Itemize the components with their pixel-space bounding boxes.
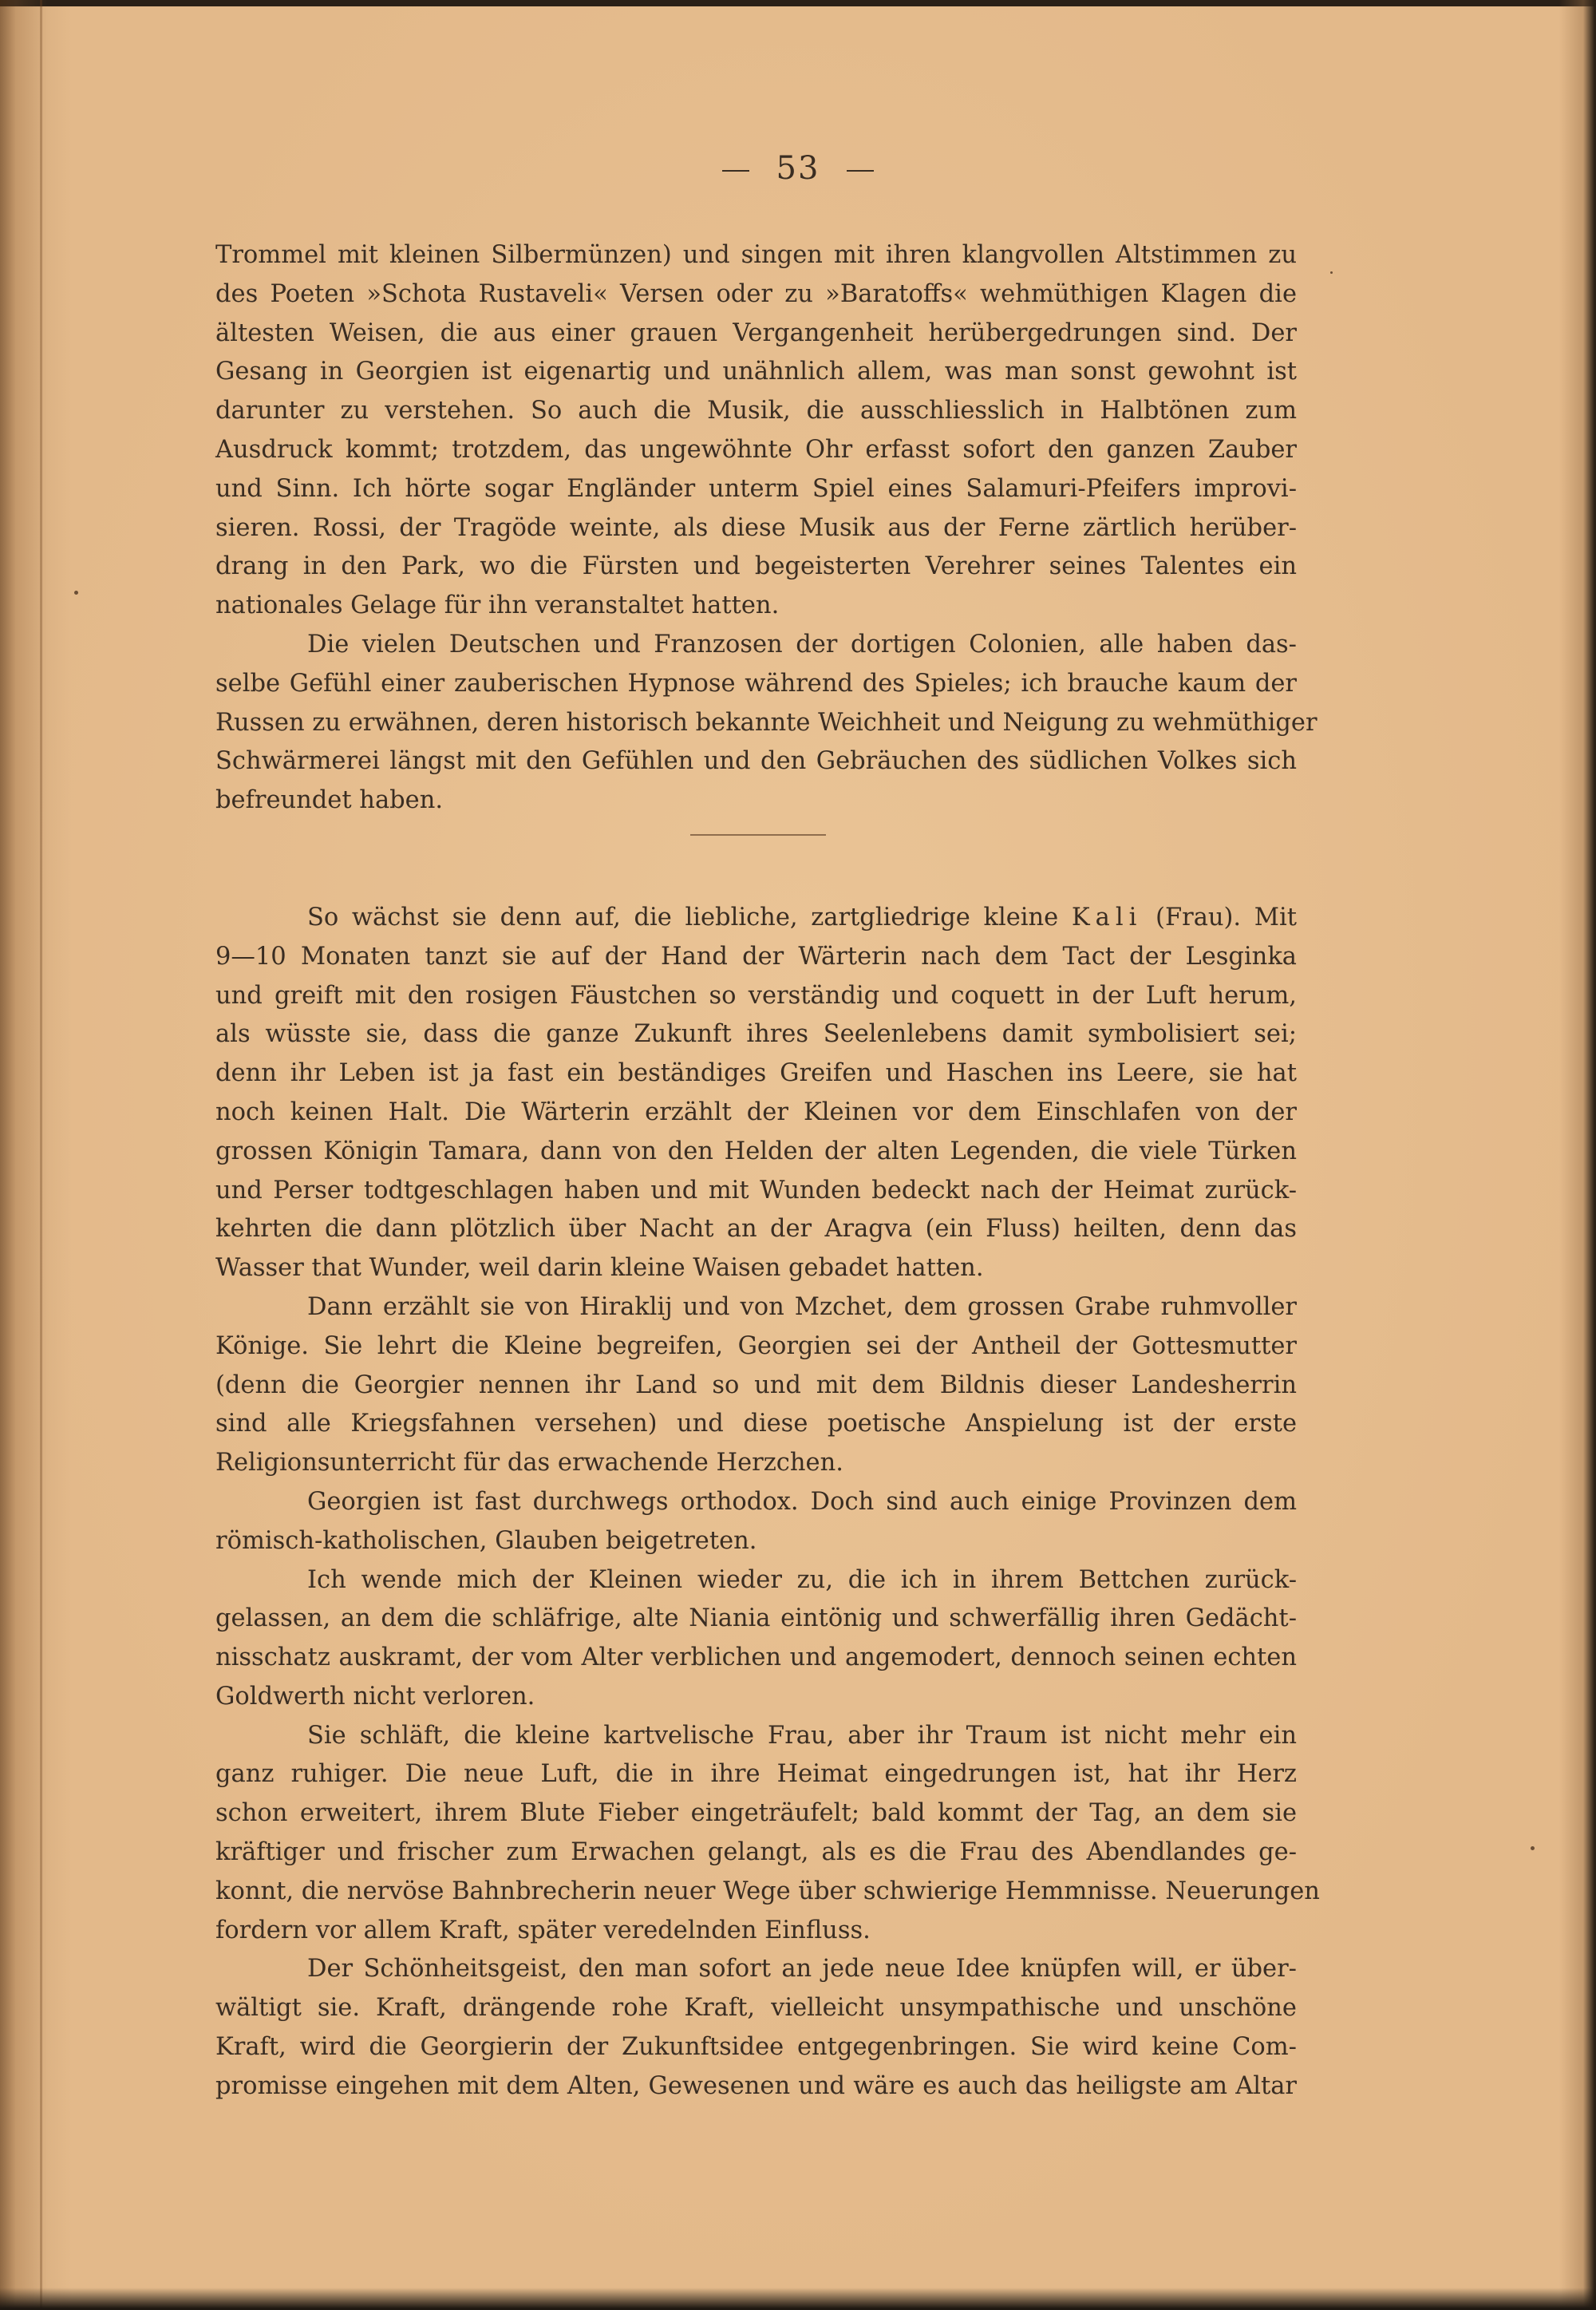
text-line: ganz ruhiger. Die neue Luft, die in ihre Heimat eingedrungen ist, hat ihr Herz	[215, 1760, 1297, 1789]
paragraph	[215, 1561, 1297, 1717]
folio-dash-right	[847, 170, 874, 172]
text-line: ältesten Weisen, die aus einer grauen Vergangenheit herübergedrungen sind. Der	[215, 318, 1297, 347]
text-line: fordern vor allem Kraft, später veredelnden Einfluss.	[215, 1916, 871, 1944]
text-line: gelassen, an dem die schläfrige, alte Niania eintönig und schwerfällig ihren Gedächt-	[215, 1604, 1297, 1633]
page-bottom-edge	[0, 2288, 1596, 2310]
text-line: kräftiger und frischer zum Erwachen gelangt, als es die Frau des Abendlandes ge-	[215, 1838, 1297, 1867]
text-line: Russen zu erwähnen, deren historisch bekannte Weichheit und Neigung zu wehmüthiger	[215, 708, 1317, 737]
text-line: schon erweitert, ihrem Blute Fieber eingeträufelt; bald kommt der Tag, an dem sie	[215, 1799, 1297, 1828]
paper-speck	[1330, 271, 1333, 274]
text-line: darunter zu verstehen. So auch die Musik, die ausschliesslich in Halbtönen zum	[215, 397, 1297, 425]
page-number: 53	[776, 150, 820, 187]
text-line: nisschatz auskramt, der vom Alter verblichen und angemodert, dennoch seinen echten	[215, 1644, 1297, 1672]
paragraph	[215, 1950, 1297, 2106]
text-line: Gesang in Georgien ist eigenartig und unähnlich allem, was man sonst gewohnt ist	[215, 358, 1297, 386]
text-fragment: So wächst sie denn auf, die liebliche, zartgliedrige kleine	[307, 903, 1059, 932]
text-line: Könige. Sie lehrt die Kleine begreifen, Georgien sei der Antheil der Gottesmutter	[215, 1331, 1297, 1360]
text-line: und Perser todtgeschlagen haben und mit Wunden bedeckt nach der Heimat zurück-	[215, 1176, 1297, 1204]
page-top-edge	[0, 0, 1596, 6]
paragraph	[215, 1483, 1297, 1561]
text-line: und Sinn. Ich hörte sogar Engländer unterm Spiel eines Salamuri-Pfeifers improvi-	[215, 474, 1297, 503]
text-line: Sie schläft, die kleine kartvelische Frau, aber ihr Traum ist nicht mehr ein	[307, 1721, 1297, 1750]
text-line: (denn die Georgier nennen ihr Land so und mit dem Bildnis dieser Landesherrin	[215, 1371, 1297, 1399]
text-line: Georgien ist fast durchwegs orthodox. Doch sind auch einige Provinzen dem	[307, 1487, 1297, 1516]
text-line: Der Schönheitsgeist, den man sofort an jede neue Idee knüpfen will, er über-	[307, 1955, 1297, 1984]
text-line: selbe Gefühl einer zauberischen Hypnose während des Spieles; ich brauche kaum der	[215, 669, 1297, 698]
text-line: Wasser that Wunder, weil darin kleine Waisen gebadet hatten.	[215, 1254, 984, 1283]
text-line: sind alle Kriegsfahnen versehen) und diese poetische Anspielung ist der erste	[215, 1410, 1297, 1438]
text-line: konnt, die nervöse Bahnbrecherin neuer Wege über schwierige Hemmnisse. Neuerungen	[215, 1877, 1320, 1905]
text-line: Trommel mit kleinen Silbermünzen) und singen mit ihren klangvollen Altstimmen zu	[215, 241, 1297, 269]
paragraph	[215, 1288, 1297, 1483]
folio-dash-left	[722, 170, 749, 172]
text-line: Kraft, wird die Georgierin der Zukunftsidee entgegenbringen. Sie wird keine Com-	[215, 2033, 1297, 2062]
text-line: denn ihr Leben ist ja fast ein beständiges Greifen und Haschen ins Leere, sie hat	[215, 1059, 1297, 1088]
text-line: nationales Gelage für ihn veranstaltet hatten.	[215, 591, 780, 620]
section-divider-area	[215, 821, 1297, 899]
text-line: grossen Königin Tamara, dann von den Helden der alten Legenden, die viele Türken	[215, 1137, 1297, 1165]
text-line: kehrten die dann plötzlich über Nacht an der Aragva (ein Fluss) heilten, denn das	[215, 1215, 1297, 1244]
text-line: befreundet haben.	[215, 786, 444, 815]
section-divider	[690, 834, 826, 836]
spine-fold-line	[40, 0, 42, 2310]
body-text	[215, 236, 1320, 2106]
text-fragment: (Frau). Mit	[1156, 903, 1298, 932]
paragraph	[215, 899, 1297, 1288]
text-line	[215, 899, 1297, 938]
paper-speck	[1531, 1846, 1535, 1850]
text-line: Religionsunterricht für das erwachende Herzchen.	[215, 1449, 843, 1477]
paragraph	[215, 1717, 1320, 1951]
text-line: Schwärmerei längst mit den Gefühlen und den Gebräuchen des südlichen Volkes sich	[215, 747, 1297, 776]
spaced-word: Kali	[1071, 903, 1143, 932]
text-line: promisse eingehen mit dem Alten, Gewesenen und wäre es auch das heiligste am Altar	[215, 2071, 1297, 2100]
paragraph	[215, 626, 1317, 821]
text-line: sieren. Rossi, der Tragöde weinte, als diese Musik aus der Ferne zärtlich herüber-	[215, 513, 1297, 542]
text-line: noch keinen Halt. Die Wärterin erzählt der Kleinen vor dem Einschlafen von der	[215, 1098, 1297, 1126]
text-line: Ich wende mich der Kleinen wieder zu, die ich in ihrem Bettchen zurück-	[307, 1565, 1297, 1594]
text-line: römisch-katholischen, Glauben beigetreten.	[215, 1526, 757, 1555]
text-line: Dann erzählt sie von Hiraklij und von Mzchet, dem grossen Grabe ruhmvoller	[307, 1292, 1297, 1321]
paper-speck	[74, 591, 78, 595]
page-right-edge	[1559, 0, 1596, 2310]
text-line: und greift mit den rosigen Fäustchen so verständig und coquett in der Luft herum,	[215, 981, 1297, 1010]
text-line: wältigt sie. Kraft, drängende rohe Kraft, vielleicht unsympathische und unschöne	[215, 1994, 1297, 2023]
text-line: 9—10 Monaten tanzt sie auf der Hand der Wärterin nach dem Tact der Lesginka	[215, 942, 1297, 971]
paragraph	[215, 236, 1297, 626]
text-line: als wüsste sie, dass die ganze Zukunft ihres Seelenlebens damit symbolisiert sei;	[215, 1020, 1297, 1049]
page-number-header	[0, 150, 1596, 187]
text-line: des Poeten »Schota Rustaveli« Versen oder zu »Baratoffs« wehmüthigen Klagen die	[215, 279, 1297, 308]
text-line: Die vielen Deutschen und Franzosen der dortigen Colonien, alle haben das-	[307, 630, 1297, 659]
text-line: Goldwerth nicht verloren.	[215, 1682, 535, 1711]
text-line: Ausdruck kommt; trotzdem, das ungewöhnte Ohr erfasst sofort den ganzen Zauber	[215, 435, 1297, 464]
text-line: drang in den Park, wo die Fürsten und begeisterten Verehrer seines Talentes ein	[215, 552, 1297, 581]
